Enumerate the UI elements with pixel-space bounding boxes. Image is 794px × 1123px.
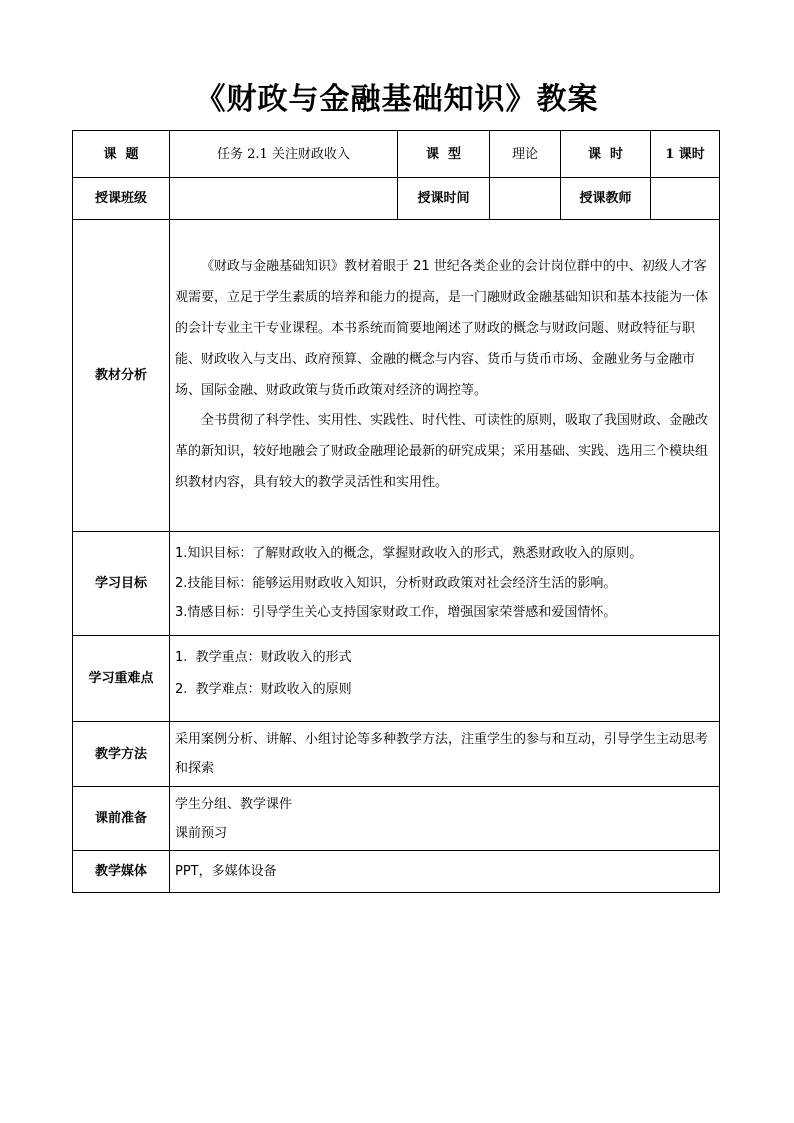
class-label: 授课班级 bbox=[73, 178, 170, 220]
material-content bbox=[170, 220, 720, 532]
prep-item: 课前预习 bbox=[175, 825, 228, 841]
teacher-label: 授课教师 bbox=[561, 178, 651, 220]
keypoints-content bbox=[170, 636, 720, 722]
lesson-label: 课 题 bbox=[73, 131, 170, 178]
prep-item: 学生分组、教学课件 bbox=[175, 796, 293, 812]
media-row bbox=[73, 851, 720, 893]
time-label: 授课时间 bbox=[398, 178, 490, 220]
header-row-2 bbox=[73, 178, 720, 220]
method-label: 教学方法 bbox=[73, 722, 170, 787]
goals-content bbox=[170, 532, 720, 636]
method-row bbox=[73, 722, 720, 787]
hours-label: 课 时 bbox=[561, 131, 651, 178]
lesson-value: 任务 2.1 关注财政收入 bbox=[170, 131, 398, 178]
keypoint-item: 2. 教学难点：财政收入的原则 bbox=[175, 682, 352, 697]
method-content: 采用案例分析、讲解、小组讨论等多种教学方法，注重学生的参与和互动，引导学生主动思考和探索 bbox=[170, 722, 720, 787]
type-value: 理论 bbox=[490, 131, 561, 178]
prep-content bbox=[170, 787, 720, 851]
class-value bbox=[170, 178, 398, 220]
keypoints-row bbox=[73, 636, 720, 722]
keypoint-item: 1. 教学重点：财政收入的形式 bbox=[175, 650, 352, 665]
goal-item: 2.技能目标：能够运用财政收入知识，分析财政政策对社会经济生活的影响。 bbox=[175, 575, 617, 591]
goals-row bbox=[73, 532, 720, 636]
media-label: 教学媒体 bbox=[73, 851, 170, 893]
media-content: PPT，多媒体设备 bbox=[170, 851, 720, 893]
goals-label: 学习目标 bbox=[73, 532, 170, 636]
goal-item: 3.情感目标：引导学生关心支持国家财政工作，增强国家荣誉感和爱国情怀。 bbox=[175, 605, 617, 621]
material-row bbox=[73, 220, 720, 532]
material-paragraph-1: 《财政与金融基础知识》教材着眼于 21 世纪各类企业的会计岗位群中的中、初级人才客观需要，立足于学生素质的培养和能力的提高，是一门融财政金融基础知识和基本技能为一体的会计专业主干专业课程。本书系统而简要地阐述了财政的概念与财政问题、财政特征与职能、财政收入与支出、政府预算、金融的概念与内容、货币与货币市场、金融业务与金融市场、国际金融、财政政策与货币政策对经济的调控等。 bbox=[175, 259, 709, 398]
prep-label: 课前准备 bbox=[73, 787, 170, 851]
material-label: 教材分析 bbox=[73, 220, 170, 532]
material-paragraph-2: 全书贯彻了科学性、实用性、实践性、时代性、可读性的原则，吸取了我国财政、金融改革的新知识，较好地融会了财政金融理论最新的研究成果；采用基础、实践、选用三个模块组织教材内容，具有较大的教学灵活性和实用性。 bbox=[175, 413, 709, 490]
header-row-1 bbox=[73, 131, 720, 178]
lesson-plan-table bbox=[72, 130, 720, 893]
prep-row bbox=[73, 787, 720, 851]
goal-item: 1.知识目标：了解财政收入的概念，掌握财政收入的形式，熟悉财政收入的原则。 bbox=[175, 546, 643, 562]
type-label: 课 型 bbox=[398, 131, 490, 178]
teacher-value bbox=[651, 178, 720, 220]
hours-value: 1 课时 bbox=[651, 131, 720, 178]
time-value bbox=[490, 178, 561, 220]
document-title: 《财政与金融基础知识》教案 bbox=[195, 82, 599, 117]
keypoints-label: 学习重难点 bbox=[73, 636, 170, 722]
